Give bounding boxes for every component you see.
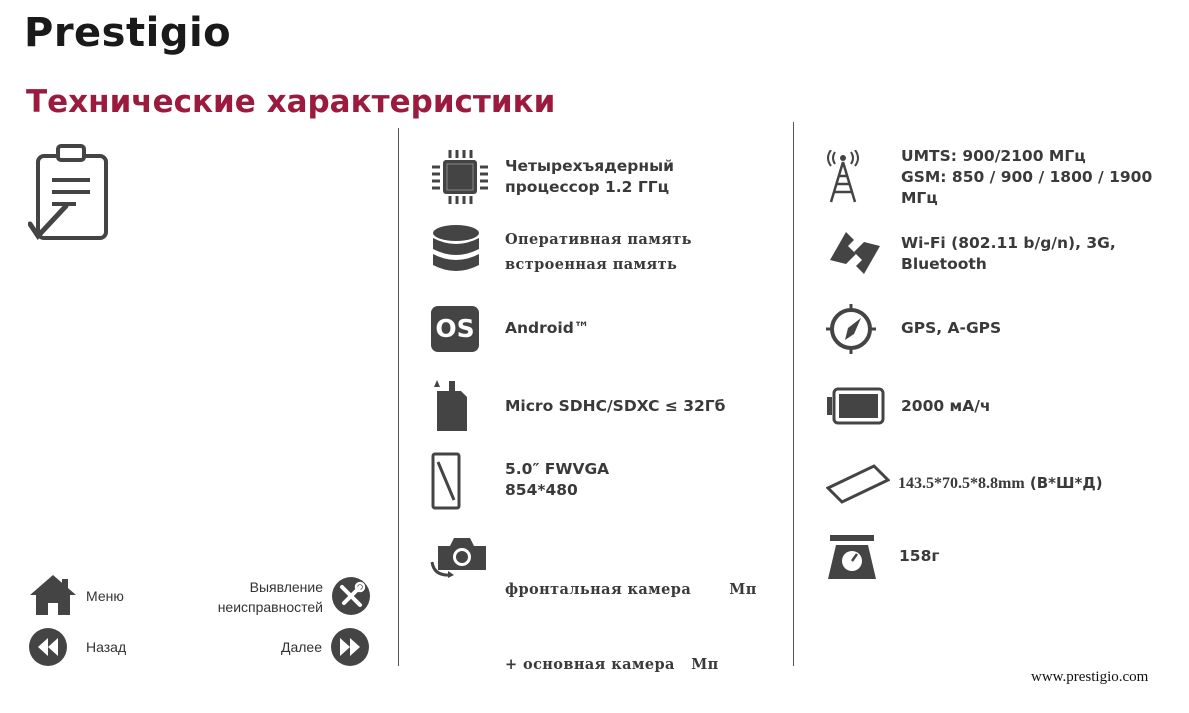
camera-icon [430, 532, 492, 582]
back-label: Назад [86, 639, 127, 655]
column-divider-right [793, 122, 794, 666]
dimensions-icon [826, 458, 890, 508]
column-divider-left [398, 128, 399, 666]
spec-sd-card: Micro SDHC/SDXC ≤ 32Гб [505, 397, 726, 415]
rewind-icon [28, 627, 68, 667]
spec-display: 5.0″ FWVGA 854*480 [505, 460, 610, 499]
next-label: Далее [280, 639, 322, 655]
back-button[interactable] [28, 627, 148, 667]
memory-icon [431, 224, 481, 284]
wireless-icon [826, 226, 884, 284]
clipboard-check-icon [28, 142, 112, 246]
fast-forward-icon [330, 627, 370, 667]
home-icon [28, 573, 78, 617]
website-url: www.prestigio.com [1031, 669, 1149, 685]
troubleshooting-button[interactable] [205, 573, 373, 619]
spec-cpu: Четырехъядерный процессор 1.2 ГГц [505, 157, 674, 196]
scale-icon [826, 533, 878, 585]
battery-icon [826, 387, 886, 429]
brand-logo: Prestigio [24, 10, 232, 56]
tools-icon [331, 576, 371, 616]
cpu-icon [430, 148, 490, 210]
troubleshooting-label-line2: неисправностей [217, 599, 323, 615]
display-icon [431, 452, 461, 514]
menu-button[interactable] [28, 573, 158, 617]
spec-os: Android™ [505, 319, 590, 337]
spec-weight: 158г [899, 547, 940, 565]
spec-network: UMTS: 900/2100 МГц GSM: 850 / 900 / 1800 / 1900 МГц [901, 147, 1153, 207]
os-icon: OS [431, 306, 479, 352]
compass-icon [826, 304, 876, 358]
spec-wireless: Wi-Fi (802.11 b/g/n), 3G, Bluetooth [901, 234, 1116, 273]
troubleshooting-label-line1: Выявление [249, 579, 323, 595]
spec-battery: 2000 мА/ч [901, 397, 991, 415]
next-button[interactable] [270, 627, 372, 667]
spec-dimensions: 143.5*70.5*8.8mm (В*Ш*Д) [898, 474, 1103, 492]
page-title: Технические характеристики [26, 84, 556, 120]
spec-gps: GPS, A-GPS [901, 319, 1002, 337]
antenna-icon [826, 150, 860, 208]
sd-card-icon [431, 377, 473, 437]
spec-memory: Оперативная память встроенная память [505, 231, 692, 273]
menu-label: Меню [86, 588, 124, 604]
spec-camera: фронтальная камера Мп + основная камера Мп [505, 581, 757, 673]
